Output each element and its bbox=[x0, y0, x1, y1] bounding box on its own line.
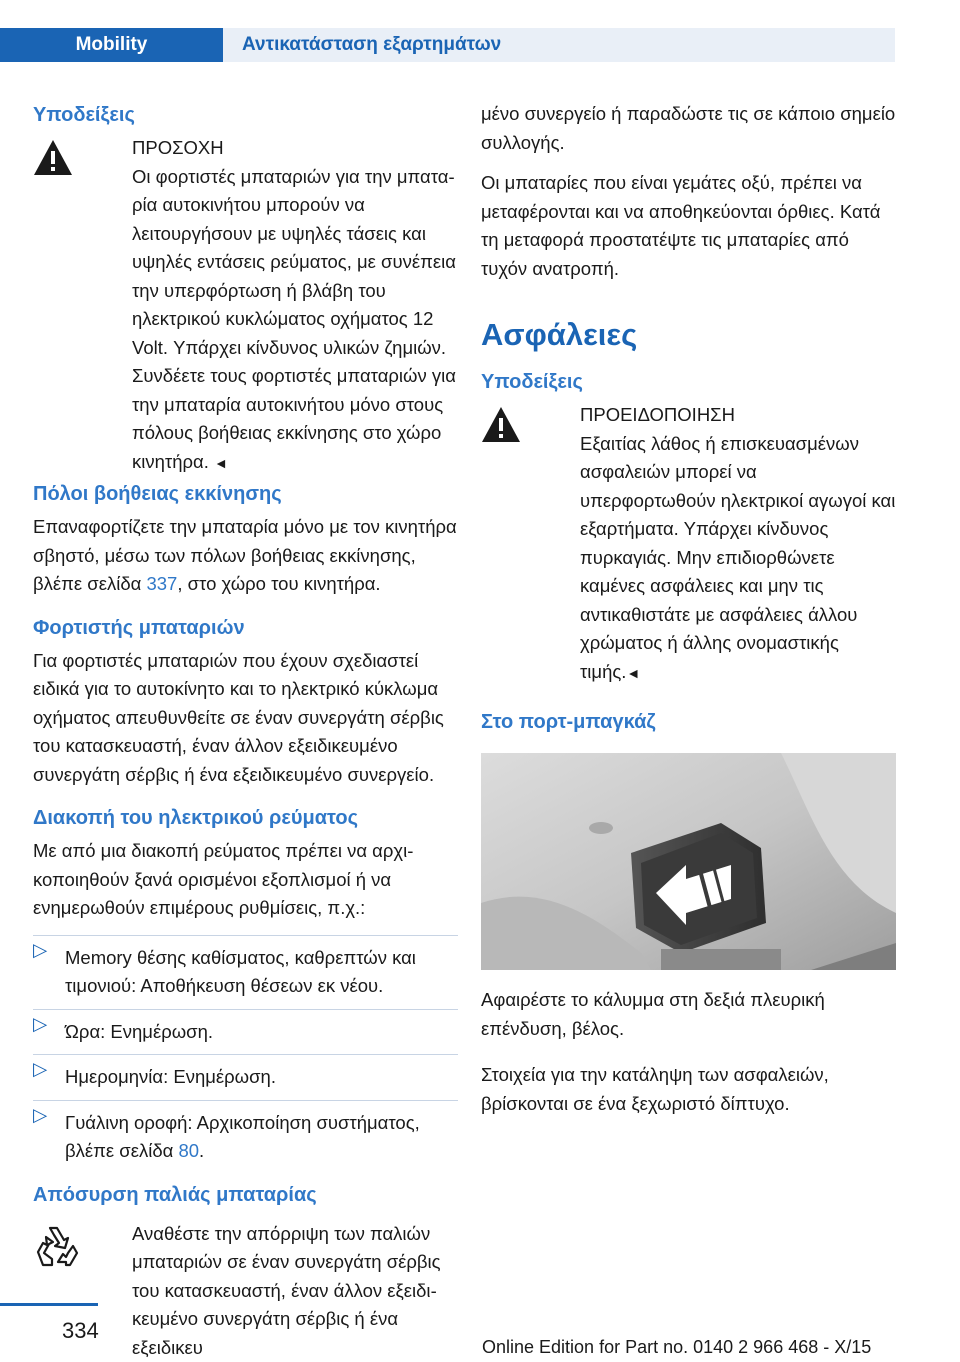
list-item-text-end: . bbox=[199, 1140, 205, 1161]
list-item bbox=[33, 1009, 458, 1047]
bullet-icon: ▷ bbox=[33, 1103, 48, 1125]
trunk-photo-illustration bbox=[481, 753, 896, 970]
charger-paragraph: Για φορτιστές μπαταριών που έχουν σχεδιαστεί ειδικά για το αυτοκίνητο και το ηλεκτρικό κύκλωμα οχήματος απευθυνθείτε σε έναν συνεργάτη σέρβις του κατασκευαστή, έναν άλλον εξειδικευμένο συνεργάτη σέρβις ή ένα εξειδικευμένο συνεργείο. bbox=[33, 649, 444, 785]
interrupt-heading: Διακοπή του ηλεκτρικού ρεύματος bbox=[33, 807, 359, 829]
disposal-text: Αναθέστε την απόρριψη των παλιών μπαταριών σε έναν συνεργάτη σέρβις του κατασκευαστή, έναν άλλον εξειδικευμένο συνεργάτη σέρβις ή ένα εξειδικευ bbox=[132, 1222, 441, 1358]
caution-label: ΠΡΟΣΟΧΗ bbox=[132, 137, 224, 158]
page-header bbox=[0, 28, 960, 62]
chapter-label: Mobility bbox=[75, 34, 148, 55]
interrupt-paragraph: Με από μια διακοπή ρεύματος πρέπει να αρχικοποιηθούν ξανά ορισμένοι εξοπλισμοί ή να ενημερωθούν επιμέρους ρυθμίσεις, π.χ.: bbox=[33, 840, 414, 918]
caution-text bbox=[132, 163, 458, 478]
trunk-fuse-photo bbox=[481, 753, 896, 970]
reset-list bbox=[33, 935, 458, 1166]
left-column bbox=[33, 100, 458, 1362]
jump-start-heading: Πόλοι βοήθειας εκκίνησης bbox=[33, 483, 282, 505]
trunk-paragraph: Αφαιρέστε το κάλυμμα στη δεξιά πλευρική επένδυση, βέλος. bbox=[481, 989, 825, 1039]
list-item-text: Γυάλινη οροφή: Αρχικοποίηση συστήματος, βλέπε σελίδα bbox=[65, 1111, 420, 1161]
hints-heading: Υποδείξεις bbox=[33, 104, 135, 126]
fuses-heading: Ασφάλειες bbox=[481, 317, 638, 352]
page-link-337[interactable]: 337 bbox=[146, 573, 178, 594]
warning-block bbox=[481, 401, 897, 687]
footer-rule bbox=[0, 1303, 98, 1306]
list-item-text: Ώρα: Ενημέρωση. bbox=[65, 1020, 214, 1042]
bullet-icon: ▷ bbox=[33, 1012, 48, 1034]
page-number: 334 bbox=[62, 1318, 99, 1343]
warning-text-body: Εξαιτίας λάθος ή επισκευασμένων ασφαλειών μπορεί να υπερφορτωθούν ηλεκτρικοί αγωγοί και εξαρτήματα. Υπάρχει κίνδυνος πυρκαγιάς. Μην επιδιορθώνετε καμένες ασφάλειες και μην τις αντικαθιστάτε με ασφάλειες άλλου χρώματος ή άλλης ονομαστικής τιμής. bbox=[580, 432, 896, 682]
bullet-icon: ▷ bbox=[33, 1058, 48, 1079]
charger-heading: Φορτιστής μπαταριών bbox=[33, 616, 245, 639]
page-link-80[interactable]: 80 bbox=[178, 1140, 200, 1161]
warning-triangle-icon bbox=[481, 405, 521, 445]
jump-start-paragraph bbox=[33, 513, 458, 599]
fuse-hints-heading: Υποδείξεις bbox=[481, 371, 583, 393]
list-item bbox=[33, 1054, 458, 1092]
recycling-icon bbox=[33, 1222, 81, 1270]
caution-block bbox=[33, 134, 458, 477]
section-label: Αντικατάσταση εξαρτημάτων bbox=[242, 34, 502, 55]
list-item-text: Memory θέσης καθίσματος, καθρεπτών και τιμονιού: Αποθήκευση θέσεων εκ νέου. bbox=[65, 946, 416, 996]
warning-label: ΠΡΟΕΙΔΟΠΟΙΗΣΗ bbox=[580, 404, 735, 425]
list-item bbox=[33, 1100, 458, 1166]
warning-text bbox=[580, 430, 897, 688]
disposal-continued: μένο συνεργείο ή παραδώστε τις σε κάποιο σημείο συλλογής. bbox=[481, 103, 896, 153]
details-paragraph: Στοιχεία για την κατάληψη των ασφαλειών, βρίσκονται σε ένα ξεχωριστό δίπτυχο. bbox=[481, 1064, 829, 1114]
jump-start-text: Επαναφορτίζετε την μπαταρία μόνο με τον κινητήρα σβηστό, μέσω των πόλων βοήθειας εκκίνησης, βλέπε σελίδα bbox=[33, 516, 457, 594]
edition-line: Online Edition for Part no. 0140 2 966 468 - X/15 bbox=[482, 1337, 872, 1357]
right-column bbox=[481, 100, 897, 1130]
trunk-heading: Στο πορτ-μπαγκάζ bbox=[481, 711, 656, 733]
list-item-text: Ημερομηνία: Ενημέρωση. bbox=[65, 1066, 276, 1087]
disposal-heading: Απόσυρση παλιάς μπαταρίας bbox=[33, 1183, 317, 1206]
caution-text-body: Οι φορτιστές μπαταριών για την μπαταρία αυτοκινήτου μπορούν να λειτουργήσουν με υψηλές τάσεις και υψηλές εντάσεις ρεύματος, με συνέπεια την υπερφόρτωση ή βλάβη του ηλεκτρικού κυκλώματος οχήματος 12 Volt. Υπάρχει κίνδυνος υλικών ζημιών. Συνδέετε τους φορτιστές μπαταριών για την μπαταρία αυτοκινήτου μόνο στους πόλους βοήθειας εκκίνησης στο χώρο κινητήρα. bbox=[132, 165, 456, 472]
jump-start-text-end: , στο χώρο του κινητήρα. bbox=[177, 573, 381, 594]
end-mark: ◄ bbox=[626, 664, 641, 681]
end-mark: ◄ bbox=[214, 454, 228, 471]
warning-triangle-icon bbox=[33, 138, 73, 178]
bullet-icon: ▷ bbox=[33, 938, 48, 960]
acid-paragraph: Οι μπαταρίες που είναι γεμάτες οξύ, πρέπει να μεταφέρονται και να αποθηκεύονται όρθιες. Κατά τη μεταφορά προστατέψτε τις μπαταρίες από τυχόν ανατροπή. bbox=[481, 172, 881, 279]
list-item bbox=[33, 935, 458, 1001]
